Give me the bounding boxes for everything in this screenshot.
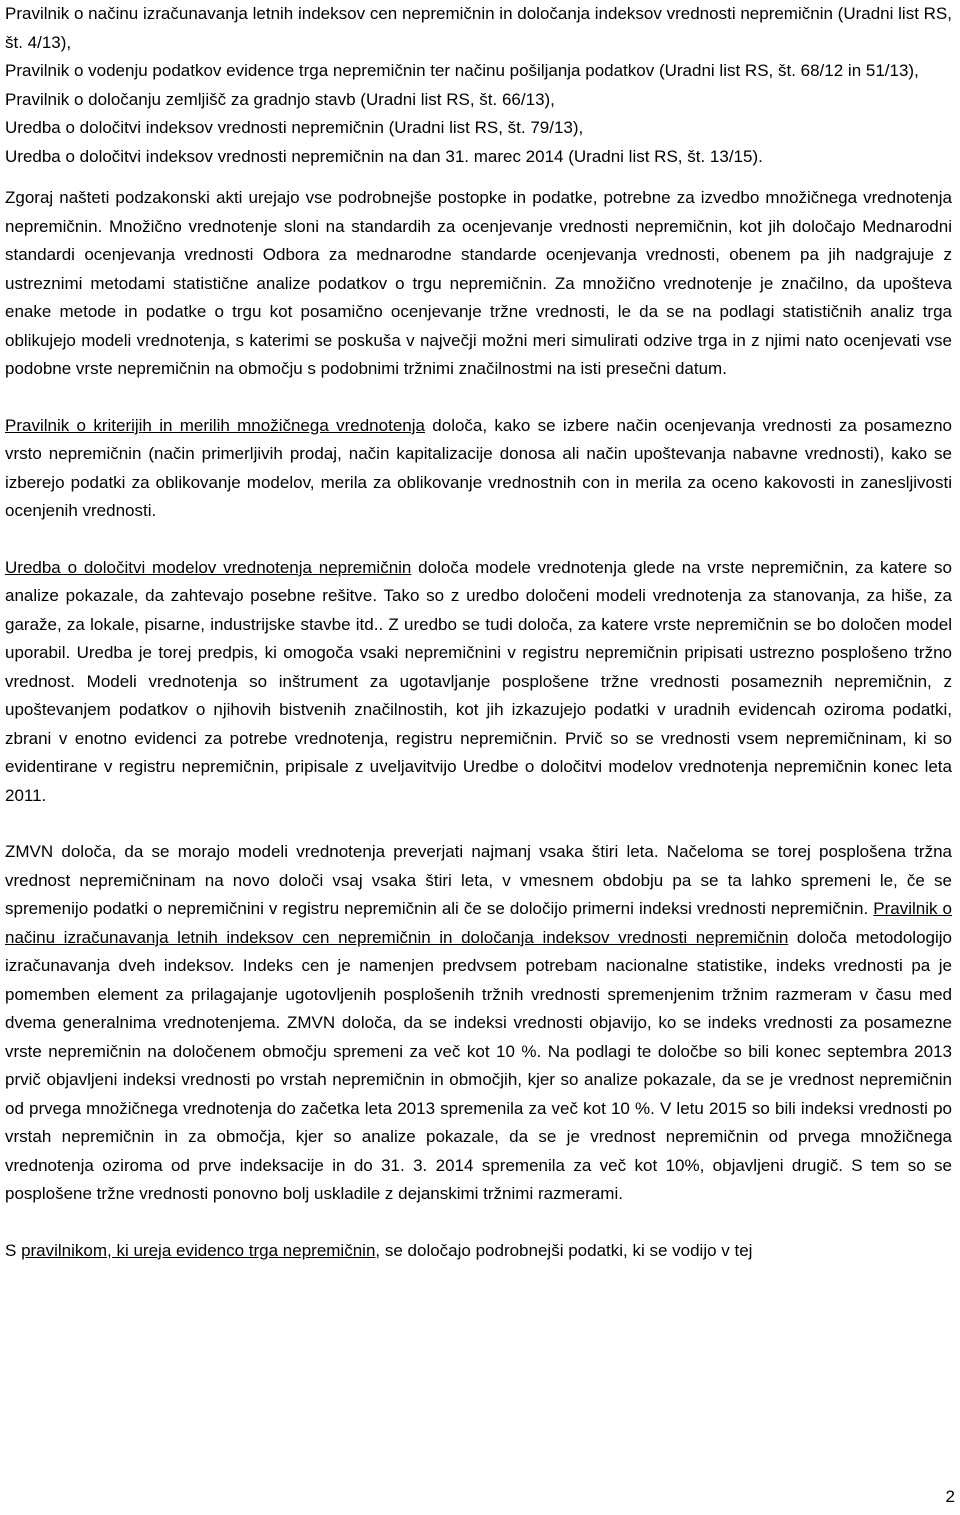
- regulation-link[interactable]: Pravilnik o kriterijih in merilih množičnega vrednotenja: [5, 415, 425, 435]
- paragraph-indices: [5, 838, 952, 1209]
- paragraph-text: določa modele vrednotenja glede na vrste nepremičnin, za katere so analize pokazale, da zahtevajo posebne rešitve. Tako so z uredbo določeni modeli vrednotenja za stanovanja, za hiše, za garaže, za lokale, pisarne, industrijske stavbe itd.. Z uredbo se tudi določa, za katere vrste nepremičnin se bo določen model uporabil. Uredba je torej predpis, ki omogoča vsaki nepremičnini v registru nepremičnin pripisati ustrezno posplošeno tržno vrednost. Modeli vrednotenja so inštrument za ugotavljanje posplošene tržne vrednosti posameznih nepremičnin, z upoštevanjem podatkov o njihovih bistvenih značilnostih, kot jih izkazujejo podatki v uradnih evidencah oziroma podatki, zbrani v enotno evidenci za potrebe vrednotenja, registru nepremičnin. Prvič so se vrednosti vsem nepremičninam, ki so evidentirane v registru nepremičnin, pripisale z uveljavitvijo Uredbe o določitvi modelov vrednotenja nepremičnin konec leta 2011.: [5, 557, 952, 805]
- page-number: 2: [945, 1487, 955, 1506]
- reference-item: Pravilnik o vodenju podatkov evidence trga nepremičnin ter načinu pošiljanja podatkov (Uradni list RS, št. 68/12 in 51/13),: [5, 61, 919, 80]
- paragraph-text: ZMVN določa, da se morajo modeli vrednotenja preverjati najmanj vsaka štiri leta. Načeloma se torej posplošena tržna vrednost nepremičninam na novo določi vsaj vsaka štiri leta, v vmesnem obdobju pa se ta lahko spremeni le, če se spremenijo podatki o nepremičnini v registru nepremičnin ali če se določijo primerni indeksi vrednosti nepremičnin.: [5, 842, 952, 918]
- reference-item: Uredba o določitvi indeksov vrednosti nepremičnin (Uradni list RS, št. 79/13),: [5, 118, 584, 137]
- paragraph-market-records: [5, 1237, 952, 1266]
- paragraph-mass-valuation: Zgoraj našteti podzakonski akti urejajo vse podrobnejše postopke in podatke, potrebne za izvedbo množičnega vrednotenja nepremičnin. Množično vrednotenje sloni na standardih za ocenjevanje vrednosti nepremičnin, kot jih določajo Mednarodni standardi ocenjevanja vrednosti Odbora za mednarodne standarde ocenjevanja vrednosti, obenem pa jih nadgrajuje z ustreznimi metodami statistične analize podatkov o trgu nepremičnin. Za množično vrednotenje je značilno, da upošteva enake metode in podatke o trgu kot posamično ocenjevanje tržne vrednosti, le da se na podlagi statističnih analiz trga oblikujejo modeli vrednotenja, s katerimi se poskuša v največji možni meri simulirati odzive trga in z njimi nato ocenjevati vse podobne vrste nepremičnin na območju s podobnimi tržnimi značilnostmi na isti presečni datum.: [5, 188, 952, 378]
- paragraph-text: , se določajo podrobnejši podatki, ki se vodijo v tej: [375, 1240, 753, 1260]
- reference-item: Uredba o določitvi indeksov vrednosti nepremičnin na dan 31. marec 2014 (Uradni list RS, št. 13/15).: [5, 146, 763, 166]
- document-page: [5, 0, 952, 1265]
- paragraph-text: določa, kako se izbere način ocenjevanja vrednosti za posamezno vrsto nepremičnin (način primerljivih prodaj, način kapitalizacije donosa ali način upoštevanja nabavne vrednosti), kako se izberejo podatki za oblikovanje modelov, merila za oblikovanje vrednostnih con in merila za oceno kakovosti in zanesljivosti ocenjenih vrednosti.: [5, 415, 952, 520]
- regulation-link[interactable]: Uredba o določitvi modelov vrednotenja nepremičnin: [5, 557, 412, 577]
- paragraph-valuation-models-decree: [5, 554, 952, 811]
- paragraph-text: S: [5, 1240, 22, 1260]
- reference-item: Pravilnik o načinu izračunavanja letnih indeksov cen nepremičnin in določanja indeksov vrednosti nepremičnin (Uradni list RS, št. 4/13),: [5, 4, 952, 52]
- regulation-link[interactable]: Pravilnik o načinu izračunavanja letnih indeksov cen nepremičnin in določanja indeksov vrednosti nepremičnin: [5, 899, 952, 947]
- paragraph-criteria-rulebook: [5, 412, 952, 526]
- legal-references-list: [5, 0, 952, 171]
- regulation-link[interactable]: pravilnikom, ki ureja evidenco trga nepremičnin: [21, 1240, 376, 1260]
- reference-item: Pravilnik o določanju zemljišč za gradnjo stavb (Uradni list RS, št. 66/13),: [5, 89, 555, 109]
- paragraph-text: določa metodologijo izračunavanja dveh indeksov. Indeks cen je namenjen predvsem potrebam nacionalne statistike, indeks vrednosti pa je pomemben element za prilagajanje ugotovljenih posplošenih tržnih vrednosti spremenjenim tržnim razmeram v času med dvema generalnima vrednotenjema. ZMVN določa, da se indeksi vrednosti objavijo, ko se indeks vrednosti za posamezne vrste nepremičnin na določenem območju spremeni za več kot 10 %. Na podlagi te določbe so bili konec septembra 2013 prvič objavljeni indeksi vrednosti po vrstah nepremičnin in območjih, kjer so analize pokazale, da se je vrednost nepremičnin od prvega množičnega vrednotenja do začetka leta 2013 spremenila za več kot 10 %. V letu 2015 so bili indeksi vrednosti po vrstah nepremičnin in za območja, kjer so analize pokazale, da se je vrednost nepremičnin od prvega množičnega vrednotenja oziroma od prve indeksacije in do 31. 3. 2014 spremenila za več kot 10%, objavljeni drugič. S tem so se posplošene tržne vrednosti ponovno bolj uskladile z dejanskimi tržnimi razmerami.: [5, 927, 952, 1203]
